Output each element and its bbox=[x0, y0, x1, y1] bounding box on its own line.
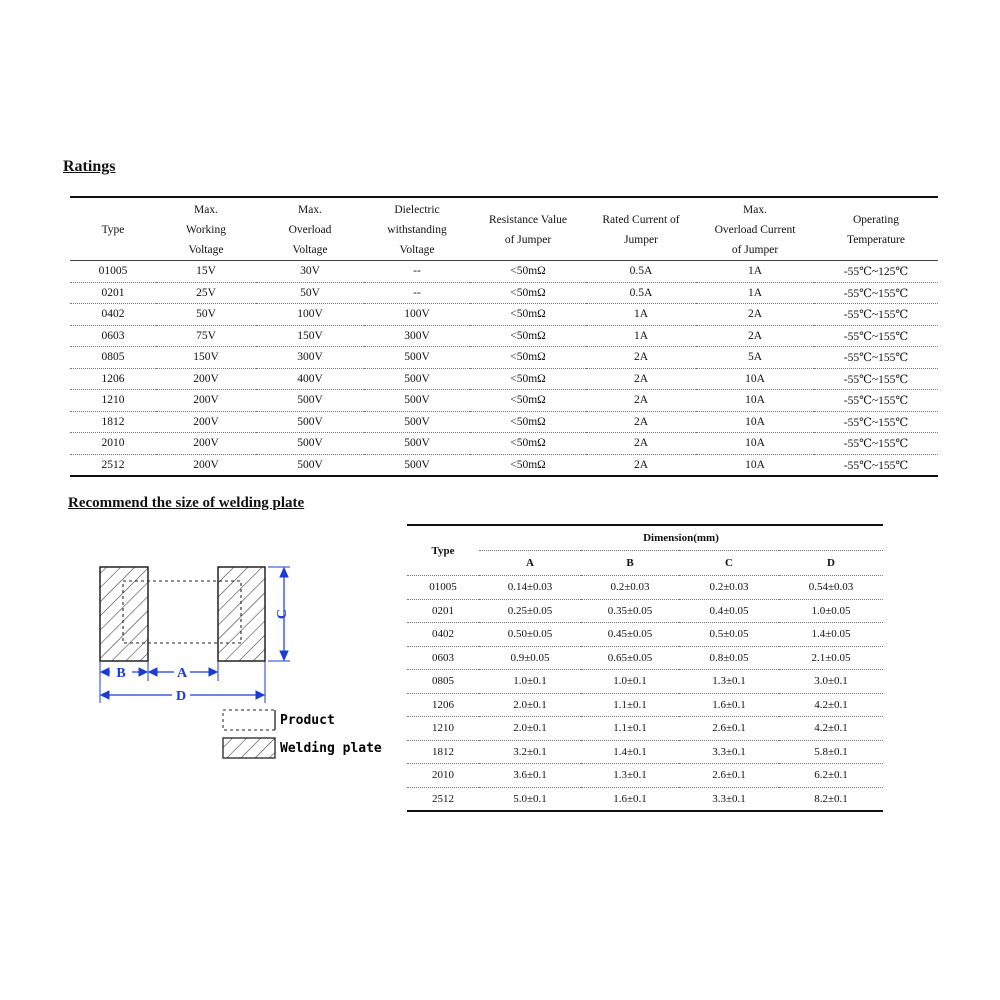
dimension-c-label: C bbox=[275, 608, 290, 620]
ratings-header-max-working-voltage bbox=[156, 197, 256, 261]
dimension-row bbox=[407, 670, 883, 694]
ratings-cell: 300V bbox=[364, 325, 470, 347]
dimension-type-cell: 0201 bbox=[407, 599, 479, 623]
ratings-cell: -55℃~155℃ bbox=[814, 433, 938, 455]
ratings-cell: 2A bbox=[586, 411, 696, 433]
dimension-cell: 0.9±0.05 bbox=[479, 646, 581, 670]
ratings-header-rated-current bbox=[586, 197, 696, 261]
ratings-type-cell: 1206 bbox=[70, 368, 156, 390]
ratings-cell: 300V bbox=[256, 347, 364, 369]
ratings-type-cell: 0201 bbox=[70, 282, 156, 304]
dimension-cell: 1.1±0.1 bbox=[581, 717, 679, 741]
ratings-cell: <50mΩ bbox=[470, 325, 586, 347]
dimension-cell: 4.2±0.1 bbox=[779, 717, 883, 741]
dimension-cell: 0.2±0.03 bbox=[679, 576, 779, 600]
header-line: Resistance Value bbox=[488, 214, 568, 226]
ratings-type-cell: 2512 bbox=[101, 458, 125, 471]
ratings-cell: -- bbox=[364, 282, 470, 304]
dimension-cell: 0.65±0.05 bbox=[581, 646, 679, 670]
ratings-row bbox=[70, 282, 938, 304]
ratings-cell: 2A bbox=[586, 433, 696, 455]
ratings-type-cell: 1210 bbox=[70, 390, 156, 412]
ratings-cell: -55℃~155℃ bbox=[814, 347, 938, 369]
ratings-cell: 2A bbox=[586, 390, 696, 412]
ratings-cell: 200V bbox=[156, 411, 256, 433]
header-line: Max. bbox=[743, 204, 767, 216]
ratings-cell: 200V bbox=[193, 458, 219, 471]
ratings-cell: 100V bbox=[364, 304, 470, 326]
ratings-cell: 400V bbox=[256, 368, 364, 390]
ratings-row bbox=[70, 390, 938, 412]
dimension-cell: 2.6±0.1 bbox=[679, 717, 779, 741]
dimension-cell: 1.6±0.1 bbox=[581, 787, 679, 811]
ratings-cell: 500V bbox=[404, 458, 430, 471]
dimension-body bbox=[407, 576, 883, 812]
dimension-type-cell: 1812 bbox=[407, 740, 479, 764]
dimension-row bbox=[407, 764, 883, 788]
ratings-cell: -55℃~155℃ bbox=[814, 304, 938, 326]
header-line: Operating bbox=[853, 214, 899, 226]
ratings-header-dielectric-voltage bbox=[364, 197, 470, 261]
ratings-row bbox=[70, 261, 938, 283]
dimension-cell: 5.8±0.1 bbox=[779, 740, 883, 764]
ratings-cell: 500V bbox=[364, 368, 470, 390]
ratings-cell: 500V bbox=[256, 390, 364, 412]
dimension-row bbox=[407, 693, 883, 717]
dimension-column-row bbox=[407, 551, 883, 576]
header-line: Type bbox=[101, 224, 125, 236]
ratings-cell: 2A bbox=[696, 304, 814, 326]
header-line: Overload bbox=[288, 224, 332, 236]
ratings-cell: 50V bbox=[156, 304, 256, 326]
ratings-cell: -55℃~155℃ bbox=[843, 459, 909, 472]
dimension-type-cell: 0603 bbox=[407, 646, 479, 670]
welding-plate-diagram bbox=[90, 555, 390, 765]
ratings-type-cell: 0805 bbox=[70, 347, 156, 369]
ratings-cell: 1A bbox=[586, 325, 696, 347]
ratings-row bbox=[70, 347, 938, 369]
ratings-cell: 200V bbox=[156, 390, 256, 412]
legend-product-swatch bbox=[223, 710, 275, 730]
ratings-header-max-overload-current bbox=[696, 197, 814, 261]
dimension-cell: 1.1±0.1 bbox=[581, 693, 679, 717]
header-line: Temperature bbox=[847, 234, 905, 246]
dimension-row bbox=[407, 623, 883, 647]
dimension-d-label: D bbox=[175, 689, 187, 704]
dimension-cell: 0.54±0.03 bbox=[779, 576, 883, 600]
ratings-cell: 2A bbox=[586, 347, 696, 369]
ratings-cell: <50mΩ bbox=[470, 261, 586, 283]
dimension-cell: 6.2±0.1 bbox=[779, 764, 883, 788]
ratings-cell: -55℃~155℃ bbox=[814, 282, 938, 304]
ratings-cell: 500V bbox=[297, 458, 323, 471]
ratings-cell: 500V bbox=[256, 433, 364, 455]
dimension-type-cell: 1210 bbox=[407, 717, 479, 741]
ratings-cell: -55℃~125℃ bbox=[814, 261, 938, 283]
header-line: Voltage bbox=[399, 244, 435, 256]
ratings-cell: 10A bbox=[696, 390, 814, 412]
ratings-cell: 0.5A bbox=[586, 282, 696, 304]
ratings-cell: 500V bbox=[256, 411, 364, 433]
dimension-cell: 3.0±0.1 bbox=[779, 670, 883, 694]
ratings-cell: 10A bbox=[696, 368, 814, 390]
ratings-cell: 25V bbox=[156, 282, 256, 304]
dimension-a-label: A bbox=[176, 666, 188, 681]
ratings-cell: 75V bbox=[156, 325, 256, 347]
ratings-cell: 1A bbox=[696, 261, 814, 283]
ratings-header-operating-temperature bbox=[814, 197, 938, 261]
dimension-cell: 2.0±0.1 bbox=[479, 693, 581, 717]
ratings-body bbox=[70, 261, 938, 477]
ratings-cell: -55℃~155℃ bbox=[814, 368, 938, 390]
dimension-type-cell: 0805 bbox=[407, 670, 479, 694]
dimension-cell: 1.3±0.1 bbox=[581, 764, 679, 788]
header-line: Working bbox=[186, 224, 226, 236]
dimension-col-c: C bbox=[725, 557, 733, 569]
ratings-cell: 2A bbox=[633, 458, 649, 471]
dimension-row bbox=[407, 740, 883, 764]
dimension-cell: 1.0±0.05 bbox=[779, 599, 883, 623]
dimension-cell: 3.2±0.1 bbox=[479, 740, 581, 764]
header-line: Max. bbox=[298, 204, 322, 216]
dimension-col-b: B bbox=[626, 557, 634, 569]
dimension-col-a: A bbox=[526, 557, 534, 569]
header-line: Overload Current bbox=[714, 224, 796, 236]
ratings-cell: 150V bbox=[256, 325, 364, 347]
ratings-cell: 2A bbox=[696, 325, 814, 347]
ratings-type-cell: 1812 bbox=[70, 411, 156, 433]
ratings-cell: 500V bbox=[364, 411, 470, 433]
ratings-cell: <50mΩ bbox=[470, 304, 586, 326]
ratings-cell: 10A bbox=[696, 411, 814, 433]
ratings-header-row bbox=[70, 197, 938, 261]
dimension-cell: 2.1±0.05 bbox=[779, 646, 883, 670]
ratings-cell: <50mΩ bbox=[470, 433, 586, 455]
dimension-cell: 2.0±0.1 bbox=[479, 717, 581, 741]
dimension-row bbox=[407, 576, 883, 600]
ratings-header-type bbox=[70, 197, 156, 261]
ratings-cell: 15V bbox=[156, 261, 256, 283]
dimension-type-cell: 2010 bbox=[407, 764, 479, 788]
ratings-cell: -55℃~155℃ bbox=[814, 390, 938, 412]
legend-welding-swatch bbox=[223, 738, 275, 758]
header-line: Voltage bbox=[188, 244, 224, 256]
dimension-cell: 5.0±0.1 bbox=[479, 787, 581, 811]
header-line: withstanding bbox=[387, 224, 447, 236]
ratings-cell: 30V bbox=[256, 261, 364, 283]
ratings-cell: 200V bbox=[156, 433, 256, 455]
ratings-row bbox=[70, 433, 938, 455]
legend-product-label: Product bbox=[280, 713, 335, 728]
ratings-cell: 1A bbox=[586, 304, 696, 326]
header-line: Voltage bbox=[292, 244, 328, 256]
dimension-cell: 1.0±0.1 bbox=[479, 670, 581, 694]
ratings-table bbox=[70, 196, 938, 477]
header-line: Rated Current of bbox=[602, 214, 680, 226]
dimension-cell: 0.5±0.05 bbox=[679, 623, 779, 647]
dimension-cell: 0.2±0.03 bbox=[581, 576, 679, 600]
dimension-cell: 0.35±0.05 bbox=[581, 599, 679, 623]
dimension-cell: 0.50±0.05 bbox=[479, 623, 581, 647]
dimension-row bbox=[407, 646, 883, 670]
ratings-row bbox=[70, 368, 938, 390]
ratings-cell: 150V bbox=[156, 347, 256, 369]
ratings-cell: -55℃~155℃ bbox=[814, 411, 938, 433]
ratings-row bbox=[70, 325, 938, 347]
ratings-cell: 5A bbox=[696, 347, 814, 369]
ratings-cell: 2A bbox=[586, 368, 696, 390]
dimension-row bbox=[407, 787, 883, 811]
dimension-cell: 1.4±0.05 bbox=[779, 623, 883, 647]
ratings-cell: 500V bbox=[364, 390, 470, 412]
ratings-cell: <50mΩ bbox=[470, 347, 586, 369]
header-line: Dielectric bbox=[394, 204, 440, 216]
ratings-cell: 500V bbox=[364, 347, 470, 369]
ratings-cell: 100V bbox=[256, 304, 364, 326]
ratings-cell: <50mΩ bbox=[470, 368, 586, 390]
ratings-cell: 1A bbox=[696, 282, 814, 304]
ratings-cell: 10A bbox=[696, 433, 814, 455]
dimension-group-row bbox=[407, 525, 883, 551]
header-line: Max. bbox=[194, 204, 218, 216]
ratings-type-cell: 0402 bbox=[70, 304, 156, 326]
ratings-row bbox=[70, 454, 938, 476]
dimension-cell: 1.0±0.1 bbox=[581, 670, 679, 694]
dimension-row bbox=[407, 599, 883, 623]
header-line: Jumper bbox=[624, 234, 658, 246]
header-line: of Jumper bbox=[731, 244, 779, 256]
ratings-type-cell: 01005 bbox=[70, 261, 156, 283]
dimension-b-label: B bbox=[116, 666, 126, 681]
ratings-cell: -- bbox=[364, 261, 470, 283]
ratings-row bbox=[70, 411, 938, 433]
dimension-type-cell: 01005 bbox=[407, 576, 479, 600]
ratings-cell: 0.5A bbox=[586, 261, 696, 283]
ratings-type-cell: 2010 bbox=[70, 433, 156, 455]
dimension-cell: 4.2±0.1 bbox=[779, 693, 883, 717]
ratings-header-resistance bbox=[470, 197, 586, 261]
ratings-cell: -55℃~155℃ bbox=[814, 325, 938, 347]
ratings-cell: <50mΩ bbox=[510, 458, 546, 471]
legend-welding-label: Welding plate bbox=[280, 741, 382, 756]
dimension-cell: 0.45±0.05 bbox=[581, 623, 679, 647]
dimension-cell: 0.14±0.03 bbox=[479, 576, 581, 600]
dimension-cell: 1.6±0.1 bbox=[679, 693, 779, 717]
dimension-cell: 3.3±0.1 bbox=[679, 740, 779, 764]
ratings-row bbox=[70, 304, 938, 326]
dimension-type-cell: 1206 bbox=[407, 693, 479, 717]
header-line: of Jumper bbox=[504, 234, 552, 246]
ratings-cell: 10A bbox=[745, 458, 765, 471]
dimension-cell: 3.3±0.1 bbox=[679, 787, 779, 811]
ratings-cell: <50mΩ bbox=[470, 282, 586, 304]
dimension-cell: 3.6±0.1 bbox=[479, 764, 581, 788]
ratings-header-max-overload-voltage bbox=[256, 197, 364, 261]
dimension-cell: 0.8±0.05 bbox=[679, 646, 779, 670]
ratings-cell: 50V bbox=[256, 282, 364, 304]
dimension-cell: 1.3±0.1 bbox=[679, 670, 779, 694]
ratings-cell: <50mΩ bbox=[470, 390, 586, 412]
ratings-cell: 500V bbox=[364, 433, 470, 455]
dimension-table bbox=[407, 524, 883, 812]
ratings-type-cell: 0603 bbox=[70, 325, 156, 347]
dimension-cell: 0.25±0.05 bbox=[479, 599, 581, 623]
ratings-cell: 200V bbox=[156, 368, 256, 390]
dimension-cell: 1.4±0.1 bbox=[581, 740, 679, 764]
dimension-col-d: D bbox=[827, 557, 835, 569]
dimension-header-type: Type bbox=[431, 544, 455, 557]
ratings-title: Ratings bbox=[63, 158, 116, 175]
dimension-group-header: Dimension(mm) bbox=[479, 525, 883, 551]
welding-title: Recommend the size of welding plate bbox=[68, 495, 305, 511]
ratings-cell: <50mΩ bbox=[470, 411, 586, 433]
dimension-type-cell: 2512 bbox=[407, 787, 479, 811]
dimension-cell: 8.2±0.1 bbox=[779, 787, 883, 811]
dimension-type-cell: 0402 bbox=[407, 623, 479, 647]
dimension-row bbox=[407, 717, 883, 741]
dimension-cell: 2.6±0.1 bbox=[679, 764, 779, 788]
dimension-cell: 0.4±0.05 bbox=[679, 599, 779, 623]
